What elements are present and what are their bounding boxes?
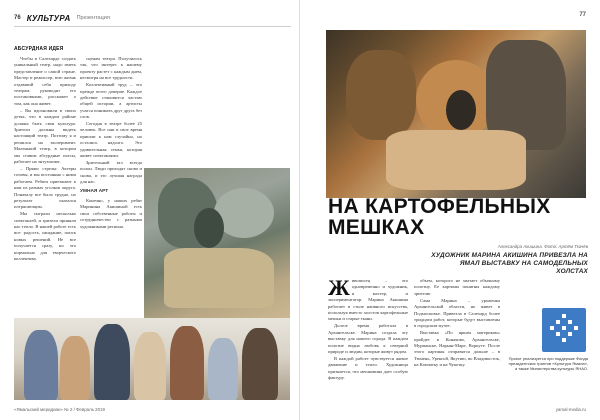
paragraph: Сама Марина – уроженка Архангельской области, но живет в Подмосковье. Привезла в Салехард более тридцати работ, которые будут выставлены в городском музее. [414, 297, 500, 329]
paragraph: Конечно, у наших ребят Маринина Акишиной есть свои собственные работы и сотрудничество с разными художниками региона. [80, 198, 142, 229]
paragraph: В каждой работе чувствуется живое движение и тепло. Художница признается, что мешковина дает особую фактуру. [328, 355, 408, 381]
article-heading: АБСУРДНАЯ ИДЕЯ [14, 46, 64, 52]
title-line-1: НА КАРТОФЕЛЬНЫХ [328, 195, 551, 218]
right-page-number: 77 [579, 12, 586, 18]
left-page-number: 76 [14, 15, 21, 21]
paragraph: – Прямо стрелы: Актеры готовы, и мы постоянно с ними работаем. Ребята приезжают к нам из разных уголков округа. Поначалу все было трудно, но результат оказался потрясающим. [14, 165, 76, 210]
paragraph: – Вы вдохновили в своих детях, что в каждом районе должна быть своя культура. Зрители должны видеть настоящий театр. Поэтому я и решился на эксперимент. Маленький театр, в котором мы ставим абсурдные пьесы, работает на энтузиазме. [14, 107, 76, 164]
subheading: УМНАЯ АРТ [80, 188, 109, 194]
photo-credit: Александра Акишина. Фото: Артём Ткачёв [497, 244, 588, 249]
title-line-2: МЕШКАХ [328, 216, 425, 239]
left-column-1 [14, 56, 76, 316]
right-column-2 [414, 278, 500, 398]
paragraph: сценам театра. Получилось так, что интерес к нашему проекту растет с каждым днем, несмотря на все трудности. [80, 56, 142, 81]
paragraph: Выставка «По ярким материкам» пройдет в Конаково, Архангельске, Мурманске, Нарьян-Маре, Воркуте. После этого картины отправятся дальше – в Тюмень, Уренгой, Якутию, во Владивосток, на Камчатку и на Чукотку. [414, 330, 500, 368]
footer-right: yamal-media.ru [555, 407, 586, 412]
footer-left: «Ямальский меридиан» № 2 / Февраль 2019 [14, 407, 105, 412]
left-page-header [14, 12, 291, 24]
paragraph: Коллективный труд – это прежде всего доверие. Каждое действие становится частью общей истории, а артисты учатся понимать друг друга без слов. [80, 82, 142, 120]
section-name: КУЛЬТУРА [26, 13, 71, 23]
painting-photo-left [144, 168, 290, 318]
drop-cap: Ж [328, 278, 350, 300]
painting-photo-main [326, 30, 586, 198]
paragraph: Мы сыграли несколько спектаклей, и зрители приняли нас тепло. В нашей работе есть все: радость, ожидание, поиск новых решений. Не все получается сразу, но это нормально для творческого коллектива. [14, 211, 76, 262]
lead-paragraph [328, 278, 408, 323]
paragraph: Зрительный зал всегда полон. Люди приходят снова и снова, и это лучшая награда для нас. [80, 160, 142, 185]
left-column-2 [80, 56, 142, 316]
rubric-label: Презентация [76, 15, 110, 21]
children-group-photo [14, 318, 290, 400]
grant-logo-icon [542, 308, 586, 352]
paragraph: объем, которого не хватает обычному полотну. Ее картины понятны каждому зрителю. [414, 278, 500, 296]
article-subtitle: ХУДОЖНИК МАРИНА АКИШИНА ПРИВЕЗЛА НА ЯМАЛ ВЫСТАВКУ НА САМОДЕЛЬНЫХ ХОЛСТАХ [431, 252, 588, 275]
right-column-1 [328, 278, 408, 398]
header-divider [14, 26, 291, 27]
paragraph: Сегодня в театре более 25 человек. Все они в свое время пришли к нам случайно, но остались надолго. Это удивительная семья, которая живет спектаклями. [80, 121, 142, 159]
paragraph: Долгое время работала в Архангельске. Марина создала эту выставку для нашего города. В каждом полотне видна любовь к северной природе и людям, которые живут рядом. [328, 323, 408, 354]
paragraph: Чтобы в Салехарде создать уникальный театр, надо иметь представление о самой стране. Мастер и режиссер, всю жизнь отдавший себя приходу театрам, руководит его постановками, расскажет о том, как она живет. [14, 56, 76, 106]
lead-text: ивописец – это одновременно и художник, и мастер, и экспериментатор. Марина Акишина работает в стиле наивного искусства, используя вместо холстов картофельные мешки и старые ткани. [328, 278, 408, 322]
logo-caption: Проект реализуется при поддержке Фонда президентских грантов «Культура Ямала», а также Министерства культуры ЯНАО. [508, 356, 588, 372]
article-title [328, 196, 588, 238]
